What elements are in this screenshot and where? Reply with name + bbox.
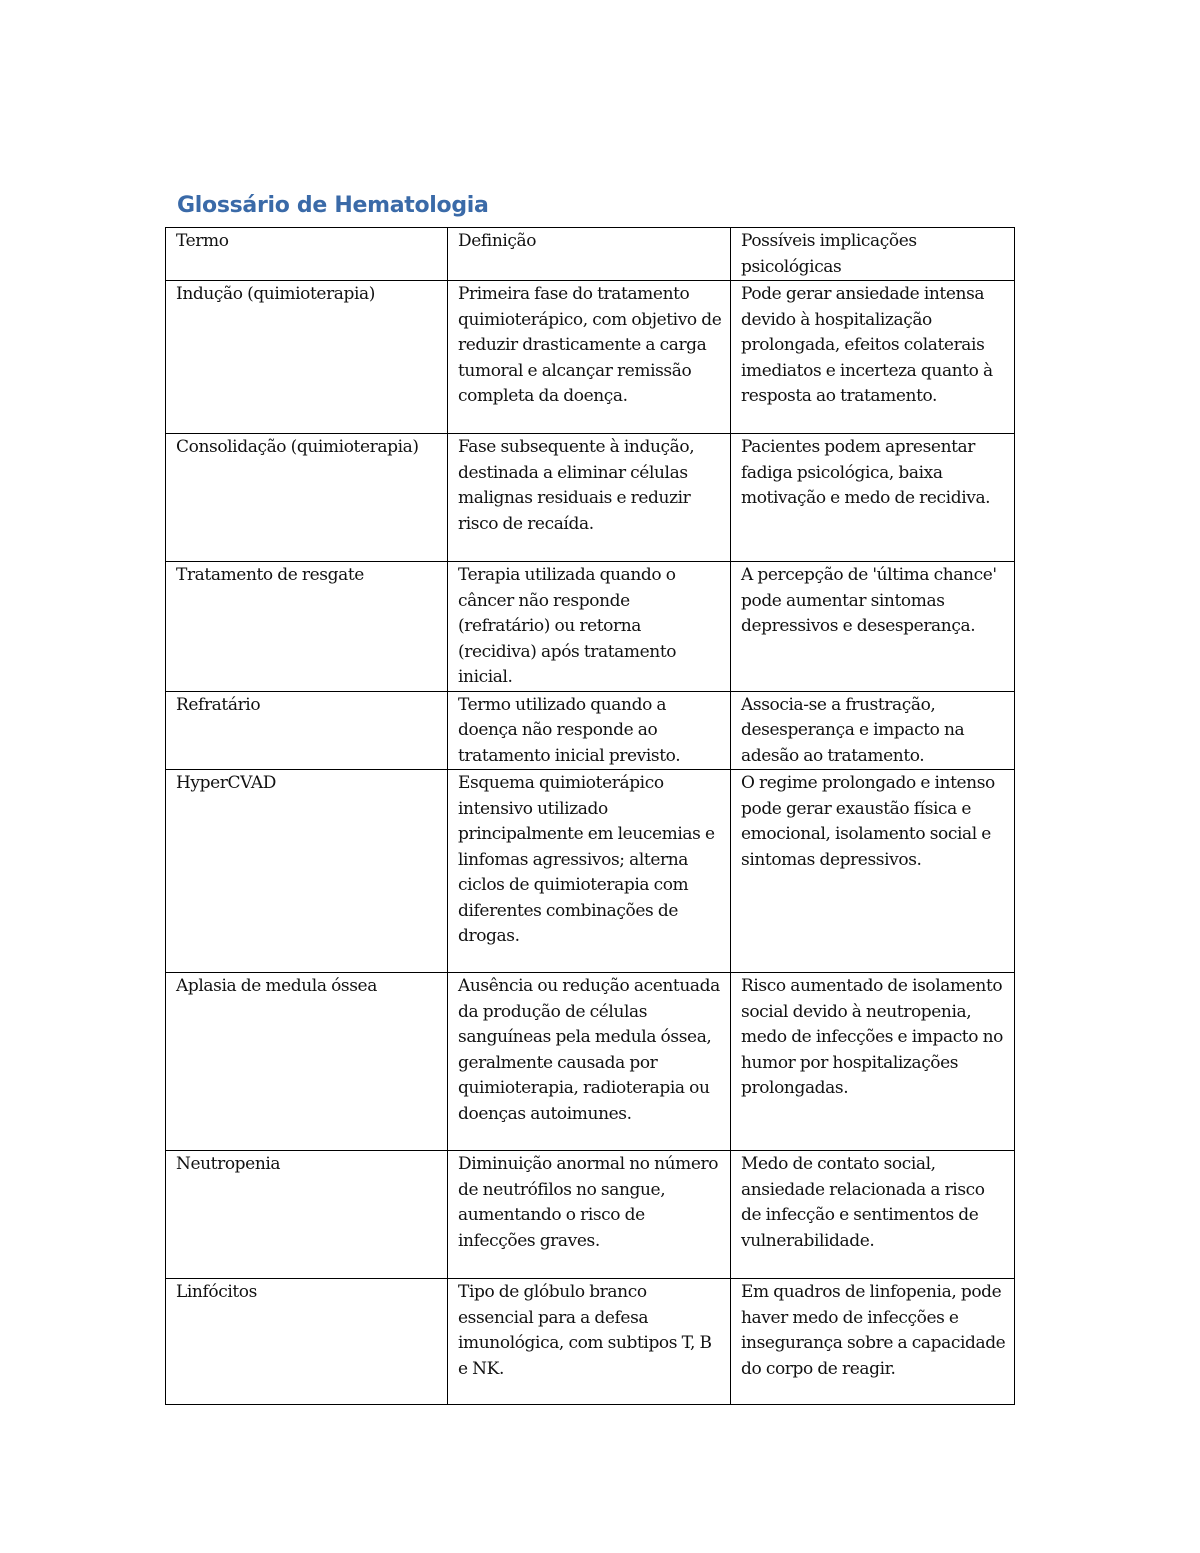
cell-term: Neutropenia [166, 1151, 448, 1279]
cell-implications: Risco aumentado de isolamento social devido à neutropenia, medo de infecções e impacto no humor por hospitalizações prolongadas. [731, 973, 1015, 1151]
cell-definition: Primeira fase do tratamento quimioterápico, com objetivo de reduzir drasticamente a carga tumoral e alcançar remissão completa da doença. [448, 281, 731, 434]
table-header-row [166, 228, 1015, 281]
header-implications: Possíveis implicações psicológicas [731, 228, 1015, 281]
cell-definition: Tipo de glóbulo branco essencial para a defesa imunológica, com subtipos T, B e NK. [448, 1279, 731, 1405]
cell-implications: A percepção de 'última chance' pode aumentar sintomas depressivos e desesperança. [731, 562, 1015, 692]
cell-definition: Fase subsequente à indução, destinada a eliminar células malignas residuais e reduzir risco de recaída. [448, 434, 731, 562]
table-row [166, 770, 1015, 973]
cell-definition: Esquema quimioterápico intensivo utilizado principalmente em leucemias e linfomas agressivos; alterna ciclos de quimioterapia com diferentes combinações de drogas. [448, 770, 731, 973]
cell-term: Indução (quimioterapia) [166, 281, 448, 434]
cell-definition: Terapia utilizada quando o câncer não responde (refratário) ou retorna (recidiva) após tratamento inicial. [448, 562, 731, 692]
table-row [166, 434, 1015, 562]
document-title: Glossário de Hematologia [177, 193, 489, 218]
table-row [166, 1151, 1015, 1279]
table-row [166, 562, 1015, 692]
table-row [166, 973, 1015, 1151]
table-row [166, 281, 1015, 434]
cell-term: Linfócitos [166, 1279, 448, 1405]
cell-definition: Termo utilizado quando a doença não responde ao tratamento inicial previsto. [448, 691, 731, 770]
cell-term: HyperCVAD [166, 770, 448, 973]
header-term: Termo [166, 228, 448, 281]
table-row [166, 1279, 1015, 1405]
cell-definition: Diminuição anormal no número de neutrófilos no sangue, aumentando o risco de infecções graves. [448, 1151, 731, 1279]
cell-implications: O regime prolongado e intenso pode gerar exaustão física e emocional, isolamento social e sintomas depressivos. [731, 770, 1015, 973]
glossary-table [165, 227, 1015, 1405]
table-row [166, 691, 1015, 770]
cell-term: Refratário [166, 691, 448, 770]
cell-implications: Em quadros de linfopenia, pode haver medo de infecções e insegurança sobre a capacidade do corpo de reagir. [731, 1279, 1015, 1405]
cell-term: Aplasia de medula óssea [166, 973, 448, 1151]
cell-term: Consolidação (quimioterapia) [166, 434, 448, 562]
cell-implications: Medo de contato social, ansiedade relacionada a risco de infecção e sentimentos de vulnerabilidade. [731, 1151, 1015, 1279]
cell-implications: Pode gerar ansiedade intensa devido à hospitalização prolongada, efeitos colaterais imediatos e incerteza quanto à resposta ao tratamento. [731, 281, 1015, 434]
cell-term: Tratamento de resgate [166, 562, 448, 692]
cell-implications: Pacientes podem apresentar fadiga psicológica, baixa motivação e medo de recidiva. [731, 434, 1015, 562]
cell-implications: Associa-se a frustração, desesperança e impacto na adesão ao tratamento. [731, 691, 1015, 770]
header-definition: Definição [448, 228, 731, 281]
cell-definition: Ausência ou redução acentuada da produção de células sanguíneas pela medula óssea, geralmente causada por quimioterapia, radioterapia ou doenças autoimunes. [448, 973, 731, 1151]
